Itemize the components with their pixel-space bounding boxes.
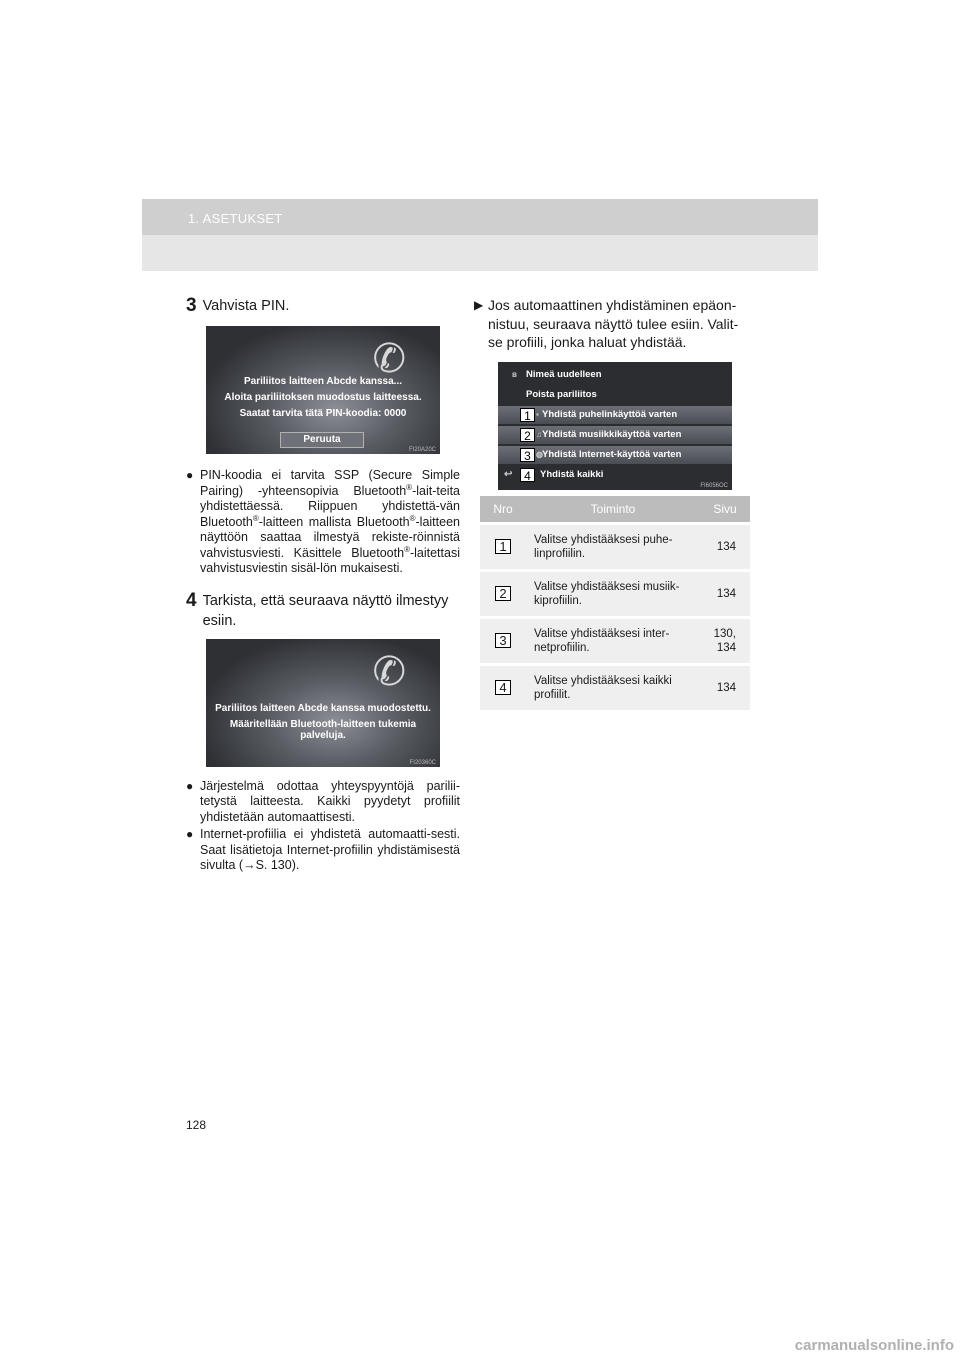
pin-screen-image <box>206 326 440 454</box>
section-header-bottom <box>142 235 818 271</box>
callout-box: 3 <box>520 448 535 462</box>
watermark[interactable]: carmanualsonline.info <box>794 1337 954 1354</box>
page-cell: 134 <box>700 570 750 617</box>
image-code: FI20360C <box>409 759 436 766</box>
step-title: Tarkista, että seuraava näyttö ilmestyy esiin. <box>202 592 449 629</box>
failure-note-text: Jos automaattinen yhdistäminen epäon-nistuu, seuraava näyttö tulee esiin. Valit-se profiili, jonka haluat yhdistää. <box>488 297 739 350</box>
page-cell: 134 <box>700 664 750 710</box>
menu-item-music[interactable]: 2 ♫ Yhdistä musiikkikäyttöä varten <box>498 426 732 444</box>
profile-menu-screen <box>498 362 732 490</box>
music-icon: ♫ <box>536 429 542 439</box>
table-row <box>480 523 750 570</box>
bullet-text: Järjestelmä odottaa yhteyspyyntöjä parilii-tetystä laitteesta. Kaikki pyydetyt profiilit yhdistetään automaattisesti. <box>200 778 460 824</box>
section-header <box>142 199 818 271</box>
step-number: 3 <box>186 295 197 316</box>
column-header-nro: Nro <box>480 496 526 523</box>
screen-line: Aloita pariliitoksen muodostus laitteessa. <box>224 392 422 403</box>
bullet-text: Internet-profiilia ei yhdistetä automaatti-sesti. Saat lisätietoja Internet-profiilin yhdistämisestä sivulta (→S. 130). <box>200 827 460 872</box>
screen-line: Määritellään Bluetooth-laitteen tukemia palveluja. <box>229 718 417 741</box>
callout-box: 1 <box>520 408 535 422</box>
callout-box: 4 <box>520 468 535 482</box>
bullet-internet-profile <box>186 827 460 874</box>
image-code: FI20A20C <box>408 447 436 453</box>
bullet-pin-info <box>186 468 460 577</box>
function-cell: Valitse yhdistääksesi puhe-linprofiilin. <box>526 523 700 570</box>
column-header-page: Sivu <box>700 496 750 523</box>
step-3 <box>186 296 460 316</box>
bullet-dot-icon: ● <box>186 468 194 482</box>
table-header-row <box>480 496 750 523</box>
image-code: FI6056OC <box>700 482 728 489</box>
menu-item-phone[interactable]: 1 ▪ Yhdistä puhelinkäyttöä varten <box>498 406 732 424</box>
failure-note <box>474 296 752 352</box>
step-number: 4 <box>186 589 197 611</box>
table-row <box>480 617 750 664</box>
number-box: 1 <box>495 539 511 554</box>
cancel-button[interactable]: Peruuta <box>280 432 364 448</box>
function-cell: Valitse yhdistääksesi inter-netprofiilin. <box>526 617 700 664</box>
phone-icon: ✆ <box>372 337 406 381</box>
screen-line: Saatat tarvita tätä PIN-koodia: 0000 <box>239 408 407 419</box>
column-header-function: Toiminto <box>526 496 700 523</box>
back-arrow-icon[interactable]: ↩ <box>504 468 513 480</box>
screen-line: Pariliitos laitteen Abcde kanssa... <box>243 376 403 387</box>
function-cell: Valitse yhdistääksesi musiik-kiprofiilin. <box>526 570 700 617</box>
function-cell: Valitse yhdistääksesi kaikki profiilit. <box>526 664 700 710</box>
menu-item-delete[interactable]: Poista pariliitos <box>526 388 597 400</box>
globe-icon: ◍ <box>536 449 543 459</box>
function-table <box>480 496 750 710</box>
page-cell: 134 <box>700 523 750 570</box>
table-row <box>480 664 750 710</box>
number-box: 2 <box>495 586 511 601</box>
step-title: Vahvista PIN. <box>202 298 290 314</box>
left-column <box>186 296 460 876</box>
bullet-dot-icon: ● <box>186 827 194 841</box>
page-number: 128 <box>186 1118 207 1132</box>
phone-icon: ▪ <box>536 409 539 419</box>
phone-icon: ✆ <box>372 649 406 694</box>
menu-item-all[interactable]: ↩ 4 Yhdistä kaikki <box>498 466 732 484</box>
bullet-text: PIN-koodia ei tarvita SSP (Secure Simple Pairing) -yhteensopivia Bluetooth®-lait-teita yhdistettäessä. Riippuen yhdistettä-vän Bluetooth®-laitteen mallista Bluetooth®-laitteen näyttöön saattaa ilmestyä rekiste-röinnistä vahvistusviesti. Käsittele Bluetooth®-laitettasi vahvistusviestin sisäl-lön mukaisesti. <box>200 468 460 575</box>
number-box: 4 <box>495 680 511 695</box>
section-header-top <box>142 199 818 235</box>
screen-line: Pariliitos laitteen Abcde kanssa muodostettu. <box>215 702 431 714</box>
section-title: 1. ASETUKSET <box>188 211 283 226</box>
number-box: 3 <box>495 633 511 648</box>
triangle-right-icon: ▶ <box>474 298 484 312</box>
connected-screen-image <box>206 639 440 767</box>
menu-item-rename[interactable]: ʙ Nimeä uudelleen <box>498 366 732 384</box>
bullet-dot-icon: ● <box>186 778 194 793</box>
page-cell: 130, 134 <box>700 617 750 664</box>
menu-item-internet[interactable]: 3 ◍ Yhdistä Internet-käyttöä varten <box>498 446 732 464</box>
step-4 <box>186 591 460 631</box>
callout-box: 2 <box>520 428 535 442</box>
table-row <box>480 570 750 617</box>
bullet-auto-connect <box>186 779 460 826</box>
right-column <box>474 296 752 490</box>
bluetooth-icon: ʙ <box>512 369 517 379</box>
